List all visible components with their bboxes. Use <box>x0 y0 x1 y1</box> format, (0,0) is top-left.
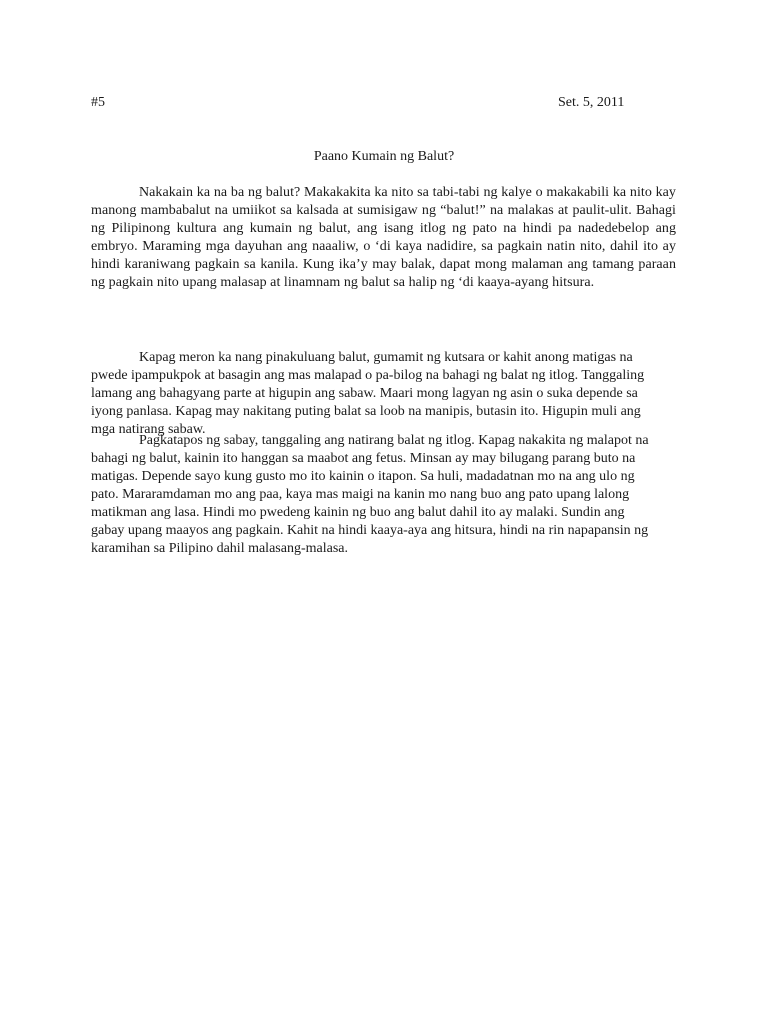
document-number: #5 <box>91 95 105 110</box>
document-date: Set. 5, 2011 <box>558 95 625 110</box>
paragraph-3: Pagkatapos ng sabay, tanggaling ang natirang balat ng itlog. Kapag nakakita ng malapot na bahagi ng balut, kainin ito hanggan sa maabot ang fetus. Minsan ay may bilugang parang buto na matigas. Depende sayo kung gusto mo ito kainin o itapon. Sa huli, madadatnan mo na ang ulo ng pato. Mararamdaman mo ang paa, kaya mas maigi na kanin mo nang buo ang pato upang lalong matikman ang lasa. Hindi mo pwedeng kainin ng buo ang balut dahil ito ay malaki. Sundin ang gabay upang maayos ang pagkain. Kahit na hindi kaaya-aya ang hitsura, hindi na rin napapansin ng karamihan sa Pilipino dahil malasang-malasa. <box>91 433 649 556</box>
paragraph-1: Nakakain ka na ba ng balut? Makakakita ka nito sa tabi-tabi ng kalye o makakabili ka nito kay manong mambabalut na umiikot sa kalsada at sumisigaw ng “balut!” na malakas at paulit-ulit. Bahagi ng Pilipinong kultura ang kumain ng balut, ang isang itlog ng pato na hindi pa nadedebelop ang embryo. Maraming mga dayuhan ang naaaliw, o ‘di kaya nadidire, sa pagkain natin nito, dahil ito ay hindi karaniwang pagkain sa kanila. Kung ika’y may balak, dapat mong malaman ang tamang paraan ng pagkain nito upang malasap at linamnam ng balut sa halip ng ‘di kaaya-ayang hitsura. <box>91 185 676 290</box>
paragraph-2: Kapag meron ka nang pinakuluang balut, gumamit ng kutsara or kahit anong matigas na pwede ipampukpok at basagin ang mas malapad o pa-bilog na bahagi ng balat ng itlog. Tanggaling lamang ang bahagyang parte at higupin ang sabaw. Maari mong lagyan ng asin o suka depende sa iyong panlasa. Kapag may nakitang puting balat sa loob na manipis, butasin ito. Higupin muli ang mga natirang sabaw. <box>91 350 645 437</box>
document-title: Paano Kumain ng Balut? <box>313 149 455 164</box>
